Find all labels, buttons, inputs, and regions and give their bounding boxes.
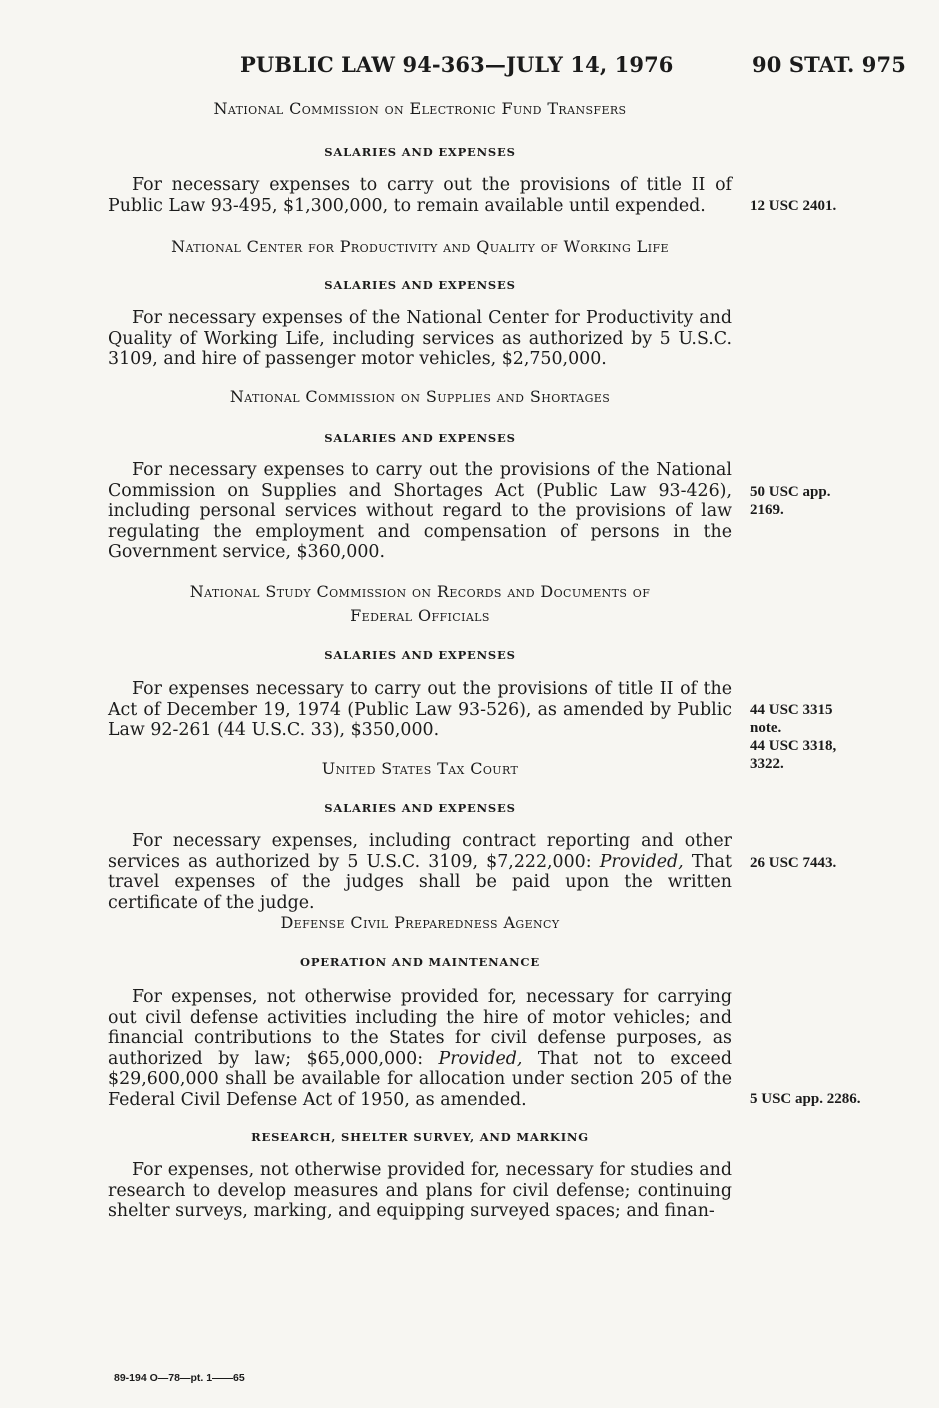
appropriation-paragraph <box>108 831 732 913</box>
appropriation-paragraph: For expenses necessary to carry out the provisions of title II of the Act of December 19, 1974 (Public Law 93-526), as amended by Public Law 92-261 (44 U.S.C. 33), $350,000. <box>108 679 732 741</box>
margin-citation <box>750 701 900 773</box>
margin-citation: 5 USC app. 2286. <box>750 1091 861 1107</box>
section-subheading: RESEARCH, SHELTER SURVEY, AND MARKING <box>251 1130 589 1144</box>
section-heading: National Commission on Electronic Fund Transfers <box>213 99 627 118</box>
margin-citation-line: 44 USC 3315 <box>750 702 833 718</box>
margin-citation-line: 44 USC 3318, <box>750 738 837 754</box>
paragraph-text: For necessary expenses, including contract reporting and other services as authorized by 5 U.S.C. 3109, $7,222,000: <box>108 831 732 872</box>
printing-footer: 89-194 O—78—pt. 1——65 <box>114 1372 245 1384</box>
running-head-stat: 90 STAT. 975 <box>752 52 906 77</box>
appropriation-paragraph: For necessary expenses to carry out the provisions of the National Commission on Supplies and Shortages Act (Public Law 93-426), including personal services without regard to the provisions of law regulating the employment and compensation of persons in the Government service, $360,000. <box>108 460 732 563</box>
appropriation-paragraph: For necessary expenses of the National Center for Productivity and Quality of Working Life, including services as authorized by 5 U.S.C. 3109, and hire of passenger motor vehicles, $2,750,000. <box>108 308 732 370</box>
appropriation-paragraph: For expenses, not otherwise provided for, necessary for studies and research to develop measures and plans for civil defense; continuing shelter surveys, marking, and equipping surveyed spaces; and finan- <box>108 1160 732 1222</box>
section-subheading: OPERATION AND MAINTENANCE <box>300 955 540 969</box>
margin-citation: 12 USC 2401. <box>750 198 837 214</box>
paragraph-text: That travel expenses of the judges shall be paid upon the written certificate of the judge. <box>108 851 732 913</box>
paragraph-text: That not to exceed $29,600,000 shall be available for allocation under section 205 of the Federal Civil Defense Act of 1950, as amended. <box>108 1048 732 1110</box>
section-heading: Defense Civil Preparedness Agency <box>280 913 560 932</box>
margin-citation <box>750 483 900 519</box>
margin-citation-line: 50 USC app. <box>750 484 831 500</box>
section-subheading: SALARIES AND EXPENSES <box>324 278 516 292</box>
proviso-italic: Provided, <box>438 1048 523 1069</box>
appropriation-paragraph: For necessary expenses to carry out the provisions of title II of Public Law 93-495, $1,300,000, to remain available until expended. <box>108 175 732 216</box>
paragraph-text: For expenses, not otherwise provided for, necessary for carrying out civil defense activities including the hire of motor vehicles; and financial contributions to the States for civil defense purposes, as authorized by law; $65,000,000: <box>108 987 732 1069</box>
margin-citation-line: 3322. <box>750 756 784 772</box>
margin-citation-line: 2169. <box>750 502 784 518</box>
proviso-italic: Provided, <box>599 851 684 872</box>
appropriation-paragraph <box>108 987 732 1111</box>
margin-citation: 26 USC 7443. <box>750 855 837 871</box>
margin-citation-line: note. <box>750 720 782 736</box>
section-heading-continued: Federal Officials <box>350 606 490 625</box>
section-heading: National Center for Productivity and Quality of Working Life <box>171 237 669 256</box>
section-heading: National Commission on Supplies and Shortages <box>229 387 611 406</box>
section-subheading: SALARIES AND EXPENSES <box>324 801 516 815</box>
section-subheading: SALARIES AND EXPENSES <box>324 431 516 445</box>
section-subheading: SALARIES AND EXPENSES <box>324 648 516 662</box>
section-heading: National Study Commission on Records and Documents of <box>189 582 651 601</box>
section-heading: United States Tax Court <box>321 759 519 778</box>
running-head-title: PUBLIC LAW 94-363—JULY 14, 1976 <box>240 52 674 77</box>
section-subheading: SALARIES AND EXPENSES <box>324 145 516 159</box>
